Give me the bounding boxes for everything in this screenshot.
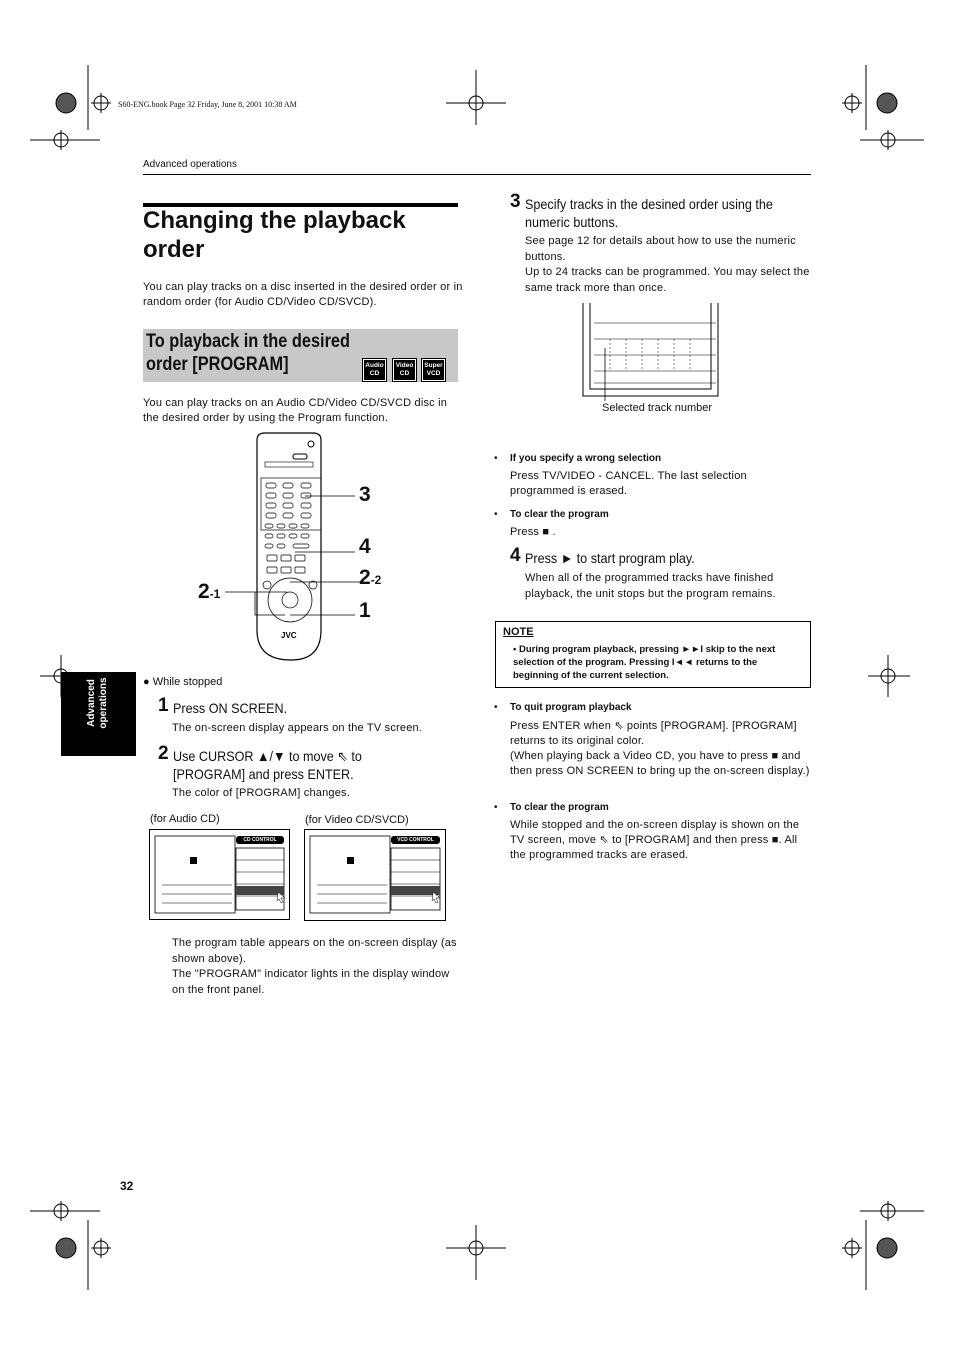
bullet-dot: •	[494, 453, 498, 464]
step-4-text: Press ► to start program play.	[525, 550, 695, 566]
bullet-body-wrong-selection: Press TV/VIDEO - CANCEL. The last selection programmed is erased.	[510, 470, 747, 497]
step-3-number: 3	[510, 191, 521, 212]
callout-2-1: 2-1	[198, 580, 221, 603]
step-2-subtext: The color of [PROGRAM] changes.	[172, 787, 350, 799]
header-rule	[143, 174, 811, 175]
note-body: • During program playback, pressing ►►I skip to the next selection of the program. Pressing I◄◄ returns to the beginning of the current selection.	[513, 644, 776, 681]
bullet-title-clear-program-2: To clear the program	[510, 802, 609, 813]
program-table-diagram	[580, 303, 725, 403]
while-stopped-label: ● While stopped	[143, 676, 223, 688]
audio-screen-label: (for Audio CD)	[150, 813, 220, 825]
step-4-number: 4	[510, 545, 521, 566]
side-tab-label: Advanced operations	[86, 677, 109, 729]
audio-screen-header: CD CONTROL	[243, 837, 277, 843]
video-screen-header: VCD CONTROL	[397, 837, 434, 843]
step-4-subtext: When all of the programmed tracks have finished playback, the unit stops but the program remains.	[525, 572, 776, 600]
step-3-text: Specify tracks in the desined order using the numeric buttons.	[525, 196, 773, 230]
step-2-after-text: The program table appears on the on-screen display (as shown above). The "PROGRAM" indicator lights in the display window on the front panel.	[172, 937, 457, 996]
step-3-subtext: See page 12 for details about how to use the numeric buttons. Up to 24 tracks can be programmed. You may select the same track more than once.	[525, 235, 810, 294]
remote-brand: JVC	[281, 631, 297, 640]
bullet-dot: •	[494, 702, 498, 713]
step-1-number: 1	[158, 695, 169, 716]
bullet-body-quit-program: Press ENTER when ⇖ points [PROGRAM]. [PROGRAM] returns to its original color. (When playing back a Video CD, you have to press ■ and then press ON SCREEN to bring up the on-screen display.)	[510, 720, 810, 777]
super-vcd-badge-icon: Super VCD	[422, 359, 445, 381]
step-1-text: Press ON SCREEN.	[173, 700, 288, 716]
note-heading: NOTE	[503, 626, 534, 638]
callout-1: 1	[359, 599, 371, 622]
callout-3: 3	[359, 483, 371, 506]
video-cd-screen	[304, 829, 446, 921]
bullet-title-clear-program: To clear the program	[510, 509, 609, 520]
step-1-subtext: The on-screen display appears on the TV screen.	[172, 722, 423, 734]
track-diagram-caption: Selected track number	[602, 402, 713, 414]
callout-4: 4	[359, 535, 371, 558]
file-header: S60-ENG.book Page 32 Friday, June 8, 2001 10:38 AM	[118, 100, 297, 109]
bullet-title-quit-program: To quit program playback	[510, 702, 632, 713]
bullet-dot: •	[494, 509, 498, 520]
video-cd-badge-icon: Video CD	[393, 359, 416, 381]
page-number: 32	[120, 1179, 134, 1193]
audio-cd-screen	[149, 829, 290, 920]
intro-paragraph: You can play tracks on a disc inserted in the desired order or in random order (for Audio CD/Video CD/SVCD).	[143, 281, 463, 308]
bullet-dot: •	[494, 802, 498, 813]
section-description: You can play tracks on an Audio CD/Video CD/SVCD disc in the desired order by using the Program function.	[143, 397, 448, 424]
bullet-body-clear-program: Press ■ .	[510, 526, 556, 538]
section-title: To playback in the desired order [PROGRAM]	[146, 331, 351, 375]
video-screen-label: (for Video CD/SVCD)	[305, 814, 409, 826]
audio-cd-badge-icon: Audio CD	[363, 359, 386, 381]
callout-2-2: 2-2	[359, 566, 382, 589]
step-2-number: 2	[158, 743, 169, 764]
bullet-title-wrong-selection: If you specify a wrong selection	[510, 453, 662, 464]
running-head: Advanced operations	[143, 159, 237, 170]
step-2-text: Use CURSOR ▲/▼ to move ⇖ to [PROGRAM] and press ENTER.	[173, 748, 362, 782]
bullet-body-clear-program-2: While stopped and the on-screen display is shown on the TV screen, move ⇖ to [PROGRAM] and then press ■. All the programmed tracks are erased.	[510, 819, 800, 861]
page-title: Changing the playback order	[143, 207, 406, 263]
